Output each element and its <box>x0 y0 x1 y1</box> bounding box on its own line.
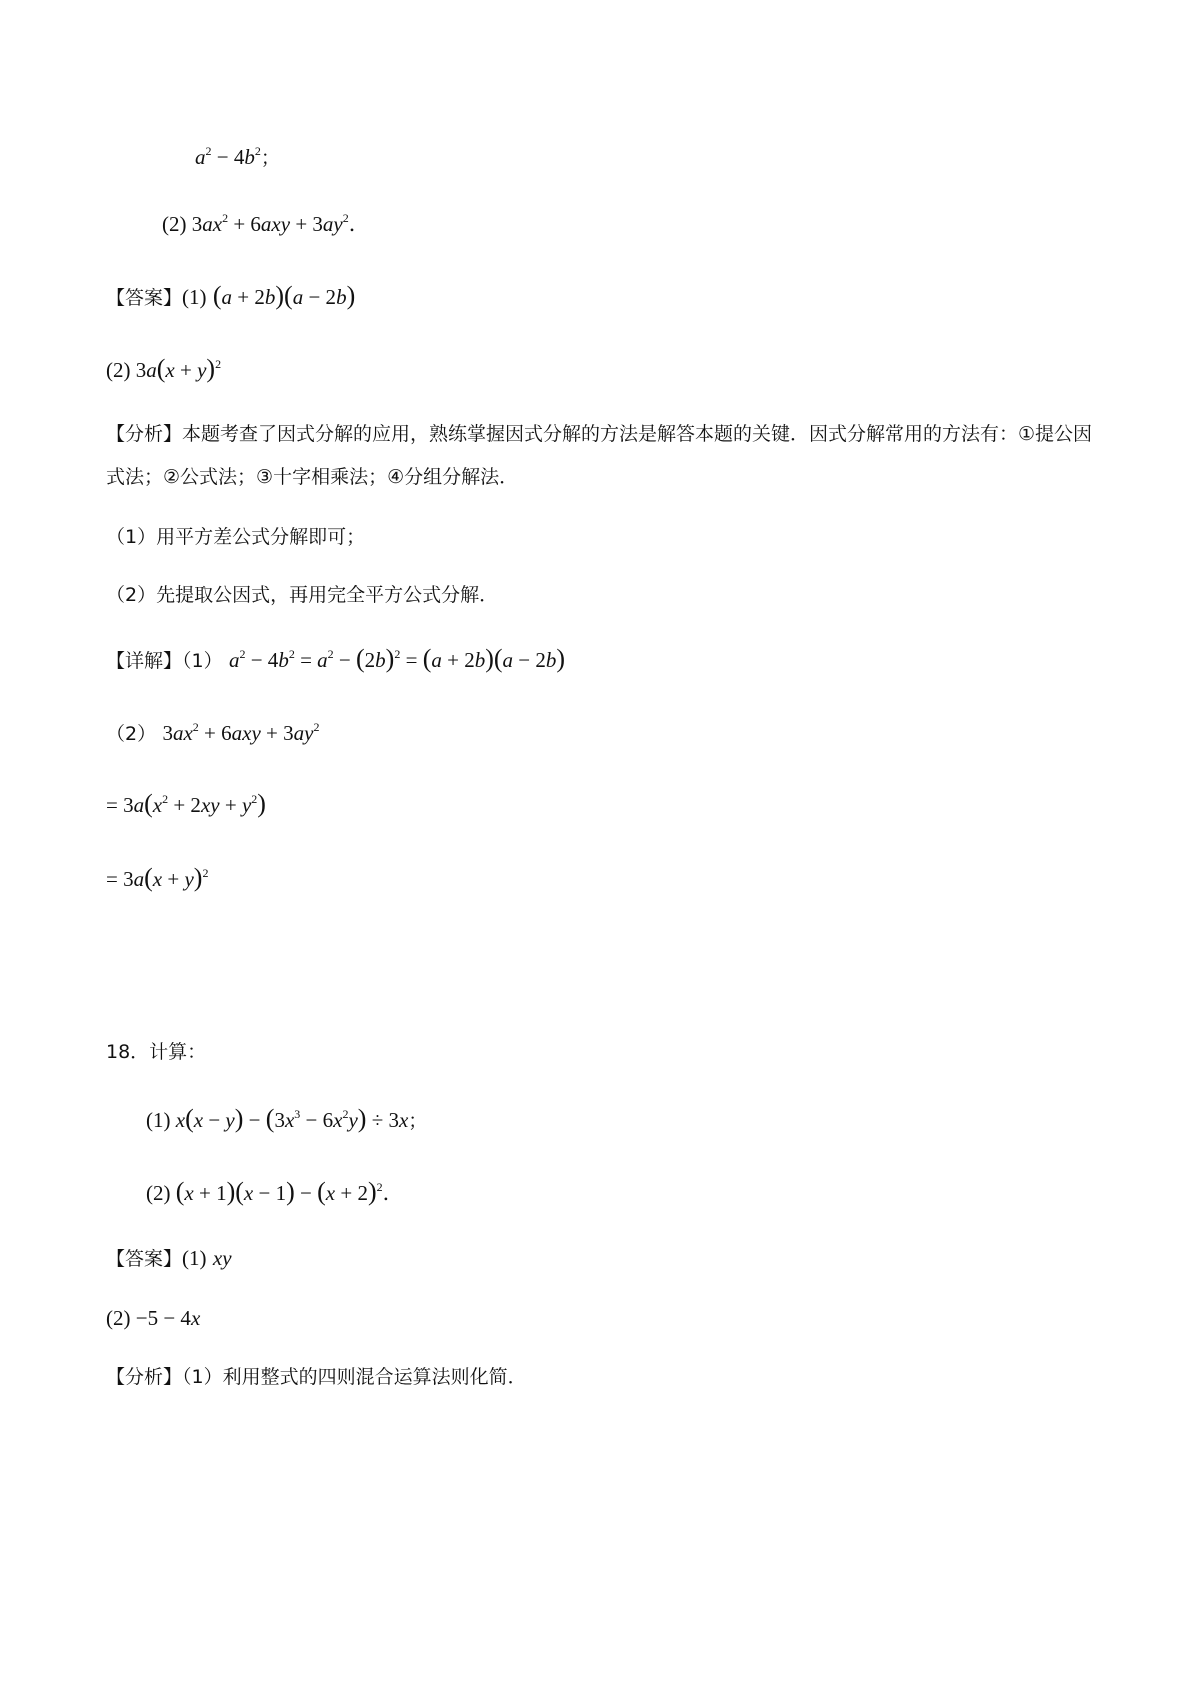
q17-answer-1 <box>106 282 355 313</box>
q18-part1-tail: ； <box>408 1110 428 1132</box>
q17-part2-label: (2) <box>162 212 187 236</box>
q18-answer-tag: 【答案】 <box>106 1248 183 1270</box>
q18-answer-1 <box>106 1243 232 1274</box>
q17-answer1-label: (1) <box>182 285 207 309</box>
q17-detail-tag: 【详解】 <box>106 650 183 672</box>
q17-detail2-label: （2） <box>106 723 157 745</box>
q17-detail-2 <box>106 718 319 749</box>
q17-detail2-expression: $3ax^2 + 6axy + 3ay^2$ <box>162 720 320 745</box>
q18-part2-label: (2) <box>146 1181 171 1205</box>
q18-answer1-label: (1) <box>182 1246 207 1270</box>
q18-part2-tail: ． <box>382 1181 404 1205</box>
q17-analysis <box>106 413 1096 499</box>
q17-answer2-label: (2) <box>106 358 131 382</box>
q18-answer2-label: (2) <box>106 1306 131 1330</box>
q17-answer-2: (2) $3a(x + y)^2$ <box>106 354 222 383</box>
q17-detail1-expression: $a^2 - 4b^2 = a^2 - (2b)^2 = (a + 2b)(a - 2b)$ <box>228 644 566 673</box>
q18-part1: (1) $x(x - y) - (3x^3 - 6x^2y) \div 3x$； <box>146 1104 428 1133</box>
q17-detail-step-2: = $3a(x + y)^2$ <box>106 863 209 892</box>
q18-analysis-tag: 【分析】 <box>106 1366 183 1388</box>
q17-answer-tag: 【答案】 <box>106 287 183 309</box>
q17-part1-expression: $a^2 - 4b^2$； <box>195 144 280 169</box>
q17-analysis-text: 本题考查了因式分解的应用，熟练掌握因式分解的方法是解答本题的关键．因式分解常用的方法有：①提公因式法；②公式法；③十字相乘法；④分组分解法． <box>106 423 1093 488</box>
q18-part1-label: (1) <box>146 1108 171 1132</box>
q18-part2: (2) $(x + 1)(x - 1) - (x + 2)^2$． <box>146 1177 404 1206</box>
q17-part1-tail: ； <box>260 147 280 169</box>
q18-analysis <box>106 1361 527 1392</box>
q17-analysis-2: （2）先提取公因式，再用完全平方公式分解． <box>106 584 499 606</box>
q17-analysis-tag: 【分析】 <box>106 423 183 445</box>
q17-part2: (2) $3ax^2 + 6axy + 3ay^2$． <box>162 211 370 236</box>
q18-title: 18．计算： <box>106 1041 207 1063</box>
q18-answer1-expression: xy <box>212 1246 232 1270</box>
q17-part2-tail: ． <box>348 212 370 236</box>
q17-detail1-label: （1） <box>182 650 223 672</box>
q17-detail-1 <box>106 645 565 676</box>
q17-answer1-expression: (a + 2b)(a − 2b) <box>212 281 356 310</box>
q18-analysis-1: （1）利用整式的四则混合运算法则化简． <box>182 1366 527 1388</box>
q17-analysis-1: （1）用平方差公式分解即可； <box>106 526 366 548</box>
q17-detail-step-1: = $3a(x^2 + 2xy + y^2)$ <box>106 789 266 818</box>
q18-answer-2: (2) −5 − 4x <box>106 1306 201 1330</box>
